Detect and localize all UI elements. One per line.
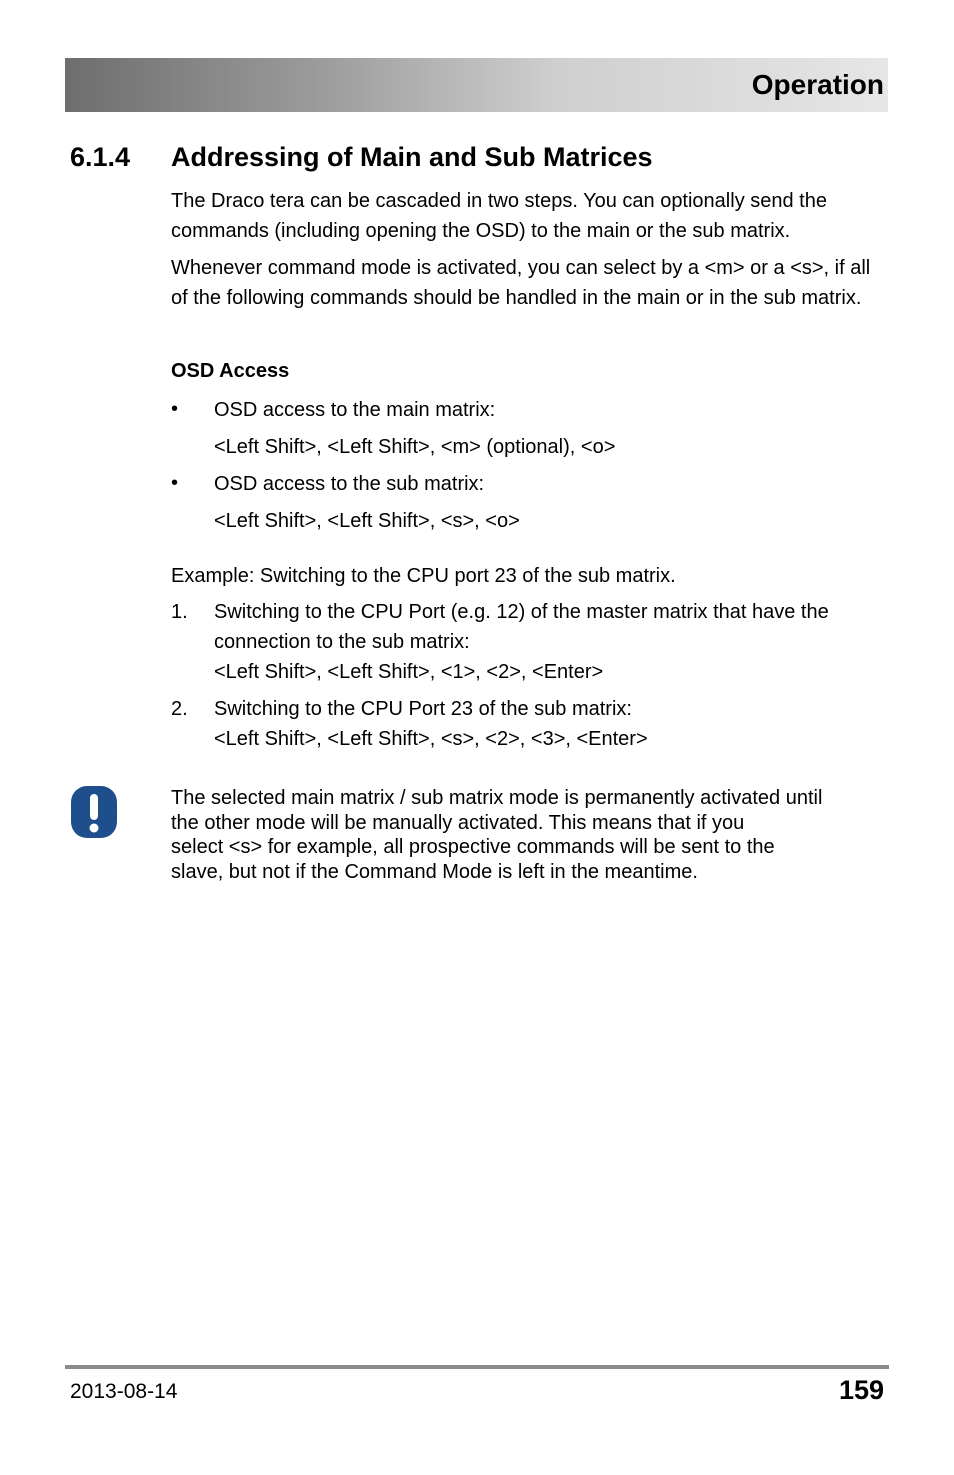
step-number: 2. [171, 698, 188, 720]
exclamation-icon [70, 785, 118, 839]
note-line: The selected main matrix / sub matrix mode is permanently activated until [171, 787, 823, 809]
step-1-line-1: Switching to the CPU Port (e.g. 12) of the master matrix that have the [214, 601, 829, 623]
osd-sub-keys: <Left Shift>, <Left Shift>, <s>, <o> [214, 510, 520, 532]
section-number: 6.1.4 [70, 142, 131, 172]
command-mode-paragraph: Whenever command mode is activated, you can select by a <m> or a <s>, if all of the following commands should be handled in the main or in the sub matrix. [171, 257, 871, 309]
note-line: select <s> for example, all prospective commands will be sent to the [171, 836, 775, 858]
chapter-title: Operation [751, 69, 884, 100]
osd-main-label: OSD access to the main matrix: [214, 399, 496, 421]
step-1-keys: <Left Shift>, <Left Shift>, <1>, <2>, <Enter> [214, 661, 604, 683]
step-1-line-2: connection to the sub matrix: [214, 631, 470, 653]
header-bar [65, 58, 888, 112]
example-intro: Example: Switching to the CPU port 23 of the sub matrix. [171, 565, 676, 587]
osd-sub-label: OSD access to the sub matrix: [214, 473, 485, 495]
intro-paragraph: The Draco tera can be cascaded in two steps. You can optionally send the commands (including opening the OSD) to the main or the sub matrix. [171, 190, 827, 242]
bullet-icon: • [171, 472, 179, 494]
note-text [171, 786, 891, 884]
osd-main-keys: <Left Shift>, <Left Shift>, <m> (optional), <o> [214, 436, 616, 458]
osd-access-heading: OSD Access [171, 360, 290, 382]
section-title: Addressing of Main and Sub Matrices [171, 142, 653, 172]
bullet-icon: • [171, 398, 179, 420]
note-line: slave, but not if the Command Mode is left in the meantime. [171, 860, 698, 883]
footer-rule [65, 1365, 889, 1369]
step-2-line-1: Switching to the CPU Port 23 of the sub matrix: [214, 698, 632, 720]
step-number: 1. [171, 601, 188, 623]
footer-date: 2013-08-14 [70, 1380, 178, 1403]
note-line: the other mode will be manually activated. This means that if you [171, 811, 745, 834]
page-number: 159 [838, 1375, 884, 1405]
step-2-keys: <Left Shift>, <Left Shift>, <s>, <2>, <3>, <Enter> [214, 728, 648, 750]
